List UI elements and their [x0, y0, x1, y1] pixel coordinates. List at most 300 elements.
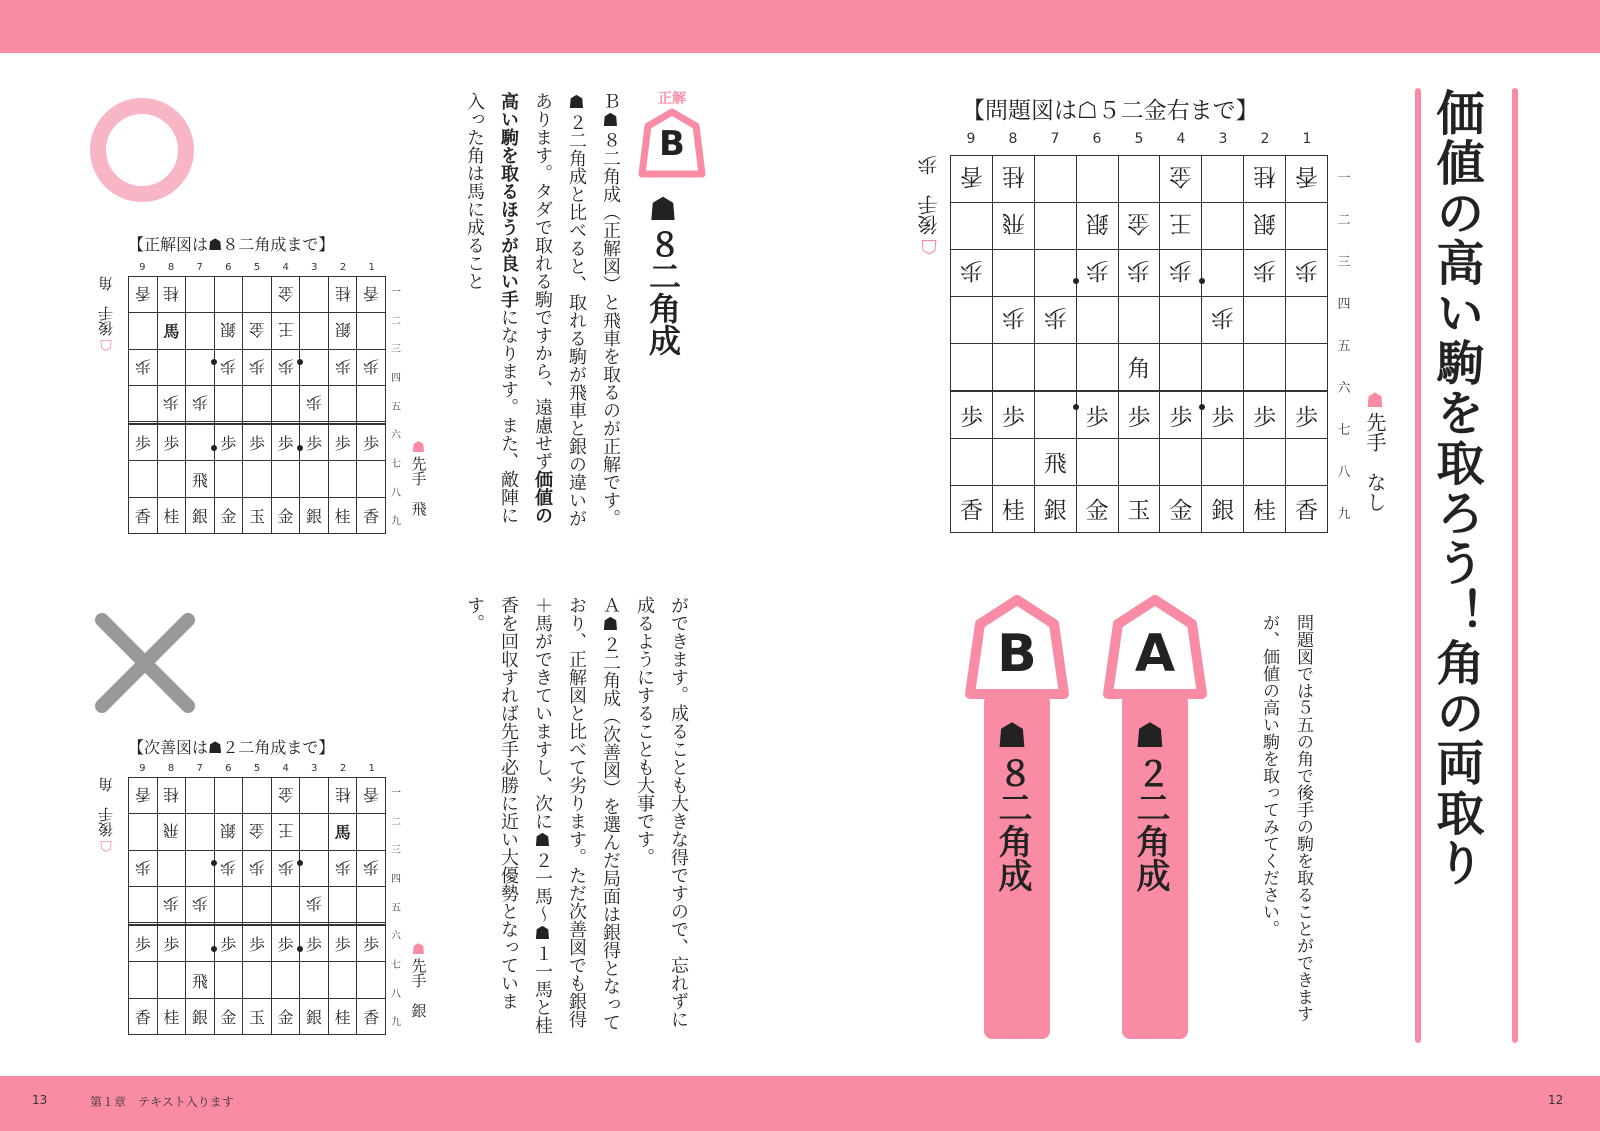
gote-piece: 歩 [334, 857, 351, 877]
gote-piece: 金 [248, 320, 265, 340]
col-number: 8 [1008, 131, 1018, 147]
board-square [328, 962, 357, 998]
board-square [992, 343, 1034, 390]
row-number: 二 [1337, 212, 1351, 228]
gote-piece: 歩 [334, 356, 351, 376]
board-square [157, 425, 186, 461]
second-col-numbers [128, 763, 386, 774]
answer-paragraph-1 [455, 92, 627, 534]
gote-piece: 王 [277, 821, 294, 841]
board-row [951, 439, 1328, 486]
sente-icon: ☗ [1363, 388, 1387, 412]
sente-piece: 香 [134, 1007, 151, 1027]
board-square [243, 814, 272, 850]
board-square [992, 156, 1034, 203]
sente-piece: 歩 [248, 935, 265, 955]
sente-piece: 香 [363, 506, 380, 526]
sente-piece: 歩 [306, 935, 323, 955]
board-square [300, 385, 329, 421]
board-square [1118, 439, 1160, 486]
board-square [328, 425, 357, 461]
board-square [951, 156, 993, 203]
sente-piece: 銀 [306, 506, 323, 526]
sente-piece: 馬 [163, 322, 180, 342]
gote-icon: ☖ [97, 837, 115, 855]
answer-letter: B [659, 124, 685, 164]
board-square [214, 850, 243, 886]
row-number: 三 [391, 845, 401, 857]
board-row [129, 998, 386, 1034]
col-number: 4 [282, 262, 289, 273]
board-square [357, 497, 386, 533]
board-square [357, 886, 386, 922]
sente-piece: 桂 [163, 1007, 180, 1027]
sente-piece: 銀 [1211, 498, 1235, 525]
board-square [129, 998, 158, 1034]
second-caption: 【次善図は☗２二角成まで】 [128, 738, 335, 757]
problem-row-numbers [1332, 155, 1356, 533]
board-square [186, 277, 215, 313]
sente-piece: 歩 [334, 434, 351, 454]
board-square [1202, 296, 1244, 343]
choice-b-move: ☗８二角成 [992, 716, 1032, 892]
gote-piece: 桂 [163, 284, 180, 304]
sente-piece: 桂 [163, 506, 180, 526]
board-square [157, 277, 186, 313]
board-square [129, 778, 158, 814]
star-point [1199, 404, 1205, 410]
sente-piece: 金 [220, 506, 237, 526]
sente-icon: ☗ [409, 438, 428, 456]
star-point [1073, 278, 1079, 284]
problem-board [950, 155, 1328, 533]
gote-icon: ☖ [917, 235, 941, 259]
board-square [243, 998, 272, 1034]
row-number: 一 [1337, 170, 1351, 186]
row-number: 九 [391, 1017, 401, 1029]
board-square [129, 814, 158, 850]
board-square [1076, 156, 1118, 203]
left-page-number: 13 [32, 1093, 48, 1107]
sente-piece: 歩 [1001, 404, 1025, 431]
board-square [1076, 296, 1118, 343]
board-square [129, 349, 158, 385]
board-square [357, 926, 386, 962]
col-number: 2 [339, 763, 347, 774]
sente-piece: 歩 [334, 935, 351, 955]
board-square [1118, 343, 1160, 390]
board-square [1286, 156, 1328, 203]
board-square [300, 778, 329, 814]
gote-piece: 銀 [1085, 210, 1109, 237]
sente-piece: 歩 [248, 434, 265, 454]
row-number: 六 [391, 931, 401, 943]
answer-paragraph-2 [455, 596, 695, 1036]
board-square [271, 778, 300, 814]
board-square [951, 439, 993, 486]
row-number: 八 [1337, 464, 1351, 480]
answer-move: ☗８二角成 [644, 190, 682, 356]
gote-hand-value: 角 [97, 276, 115, 291]
board-row [129, 425, 386, 461]
board-square [992, 392, 1034, 439]
board-square [357, 461, 386, 497]
board-square [992, 202, 1034, 249]
sente-piece: 香 [1295, 498, 1318, 525]
sente-piece: 飛 [191, 971, 208, 991]
sente-piece: 玉 [1127, 498, 1151, 525]
row-number: 八 [391, 487, 401, 499]
board-row [129, 497, 386, 533]
board-square [1034, 249, 1076, 296]
gote-piece: 歩 [277, 356, 294, 376]
sente-piece: 角 [1127, 356, 1151, 383]
board-square [1160, 392, 1202, 439]
board-square [1202, 343, 1244, 390]
board-row [951, 485, 1328, 532]
board-row [129, 850, 386, 886]
intro-text: 問題図では５五の角で後手の駒を取ることができますが、価値の高い駒を取ってみてください。 [1259, 614, 1313, 1022]
gote-piece: 歩 [163, 392, 180, 412]
board-square [357, 998, 386, 1034]
board-square [243, 277, 272, 313]
board-square [951, 343, 993, 390]
sente-piece: 桂 [334, 506, 351, 526]
board-square [1076, 249, 1118, 296]
gote-piece: 香 [959, 163, 983, 190]
board-square [129, 461, 158, 497]
sente-piece: 金 [1085, 498, 1109, 525]
sente-piece: 歩 [1295, 404, 1318, 431]
board-square [271, 349, 300, 385]
sente-hand-value: なし [1363, 472, 1387, 512]
board-square [1160, 249, 1202, 296]
board-row [129, 926, 386, 962]
board-square [1286, 249, 1328, 296]
board-row [129, 349, 386, 385]
board-square [357, 814, 386, 850]
gote-piece: 歩 [220, 857, 237, 877]
second-gote-hand [98, 777, 115, 855]
board-square [300, 425, 329, 461]
star-point [1199, 278, 1205, 284]
sente-piece: 飛 [1043, 451, 1067, 478]
star-point [297, 946, 303, 952]
board-square [1034, 439, 1076, 486]
board-square [129, 850, 158, 886]
board-square [357, 277, 386, 313]
sente-piece: 歩 [220, 935, 237, 955]
board-row [951, 202, 1328, 249]
board-square [1118, 296, 1160, 343]
gote-piece: 歩 [163, 893, 180, 913]
gote-piece: 歩 [1085, 257, 1109, 284]
gote-label: 後手 [97, 306, 115, 336]
gote-piece: 歩 [1211, 304, 1235, 331]
board-square [1160, 296, 1202, 343]
board-square [157, 385, 186, 421]
correct-row-numbers [388, 276, 404, 534]
board-square [992, 249, 1034, 296]
board-square [157, 313, 186, 349]
second-sente-hand [410, 940, 427, 1018]
top-band [0, 0, 1600, 53]
board-square [1202, 439, 1244, 486]
gote-piece: 歩 [134, 356, 151, 376]
board-square [214, 425, 243, 461]
gote-piece: 銀 [334, 320, 351, 340]
gote-piece: 歩 [191, 392, 208, 412]
star-point [211, 946, 217, 952]
board-row [951, 156, 1328, 203]
board-square [328, 349, 357, 385]
row-number: 二 [391, 816, 401, 828]
gote-piece: 金 [1169, 163, 1193, 190]
row-number: 六 [1337, 380, 1351, 396]
board-square [1286, 202, 1328, 249]
title-bar-right [1512, 88, 1518, 1043]
board-square [1076, 343, 1118, 390]
board-square [214, 962, 243, 998]
row-number: 一 [391, 286, 401, 298]
col-number: 9 [139, 262, 146, 273]
gote-piece: 香 [363, 284, 380, 304]
sente-piece: 歩 [306, 434, 323, 454]
board-square [357, 313, 386, 349]
board-square [186, 850, 215, 886]
gote-piece: 歩 [306, 893, 323, 913]
board-square [1034, 343, 1076, 390]
board-square [243, 313, 272, 349]
board-square [271, 385, 300, 421]
correct-gote-hand [98, 276, 115, 354]
board-square [951, 485, 993, 532]
board-square [992, 296, 1034, 343]
col-number: 7 [196, 262, 203, 273]
board-square [157, 814, 186, 850]
row-number: 七 [1337, 422, 1351, 438]
col-number: 7 [1050, 131, 1060, 147]
board-square [157, 497, 186, 533]
board-square [1202, 156, 1244, 203]
sente-piece: 歩 [134, 434, 151, 454]
star-point [297, 860, 303, 866]
sente-piece: 歩 [1085, 404, 1109, 431]
board-square [300, 349, 329, 385]
board-square [271, 962, 300, 998]
board-square [186, 313, 215, 349]
board-square [1118, 202, 1160, 249]
board-square [157, 778, 186, 814]
correct-board [128, 276, 386, 534]
board-square [214, 313, 243, 349]
sente-piece: 金 [220, 1007, 237, 1027]
sente-piece: 桂 [334, 1007, 351, 1027]
board-square [328, 497, 357, 533]
col-number: 9 [966, 131, 976, 147]
board-square [186, 425, 215, 461]
answer-label: 正解 [658, 91, 686, 107]
star-point [211, 445, 217, 451]
board-square [992, 439, 1034, 486]
gote-piece: 銀 [1253, 210, 1277, 237]
board-row [951, 343, 1328, 390]
row-number: 五 [391, 902, 401, 914]
sente-icon: ☗ [409, 940, 428, 958]
col-number: 2 [1260, 131, 1270, 147]
gote-piece: 金 [1127, 210, 1151, 237]
row-number: 四 [1337, 296, 1351, 312]
col-number: 2 [339, 262, 347, 273]
board-square [186, 998, 215, 1034]
board-square [1244, 296, 1286, 343]
sente-hand-value: 銀 [409, 1003, 428, 1018]
board-square [1076, 202, 1118, 249]
page-title: 価値の高い駒を取ろう！角の両取り [1428, 88, 1484, 888]
sente-piece: 歩 [1127, 404, 1151, 431]
gote-piece: 王 [1169, 210, 1193, 237]
board-square [271, 497, 300, 533]
col-number: 3 [311, 763, 318, 774]
correct-circle-icon [90, 98, 194, 202]
col-number: 5 [253, 262, 261, 273]
row-number: 三 [391, 344, 401, 356]
sente-piece: 歩 [163, 434, 180, 454]
board-square [214, 926, 243, 962]
sente-piece: 金 [1169, 498, 1193, 525]
gote-piece: 金 [277, 284, 294, 304]
board-square [271, 461, 300, 497]
problem-gote-hand [918, 155, 940, 259]
board-square [357, 425, 386, 461]
row-number: 六 [391, 430, 401, 442]
board-square [186, 814, 215, 850]
board-row [129, 313, 386, 349]
gote-piece: 香 [1295, 163, 1318, 190]
board-square [328, 886, 357, 922]
board-square [1286, 439, 1328, 486]
answer-badge [636, 108, 708, 184]
star-point [297, 359, 303, 365]
board-square [243, 349, 272, 385]
board-square [300, 461, 329, 497]
board-square [300, 497, 329, 533]
sente-piece: 玉 [248, 1007, 265, 1027]
board-square [129, 313, 158, 349]
board-square [1202, 249, 1244, 296]
gote-piece: 歩 [363, 857, 380, 877]
board-row [951, 392, 1328, 439]
board-square [271, 814, 300, 850]
row-number: 四 [391, 873, 401, 885]
board-square [243, 962, 272, 998]
board-square [186, 926, 215, 962]
board-square [129, 277, 158, 313]
board-square [357, 778, 386, 814]
board-square [157, 886, 186, 922]
board-square [214, 461, 243, 497]
gote-piece: 歩 [306, 392, 323, 412]
gote-piece: 歩 [248, 857, 265, 877]
bottom-band [0, 1076, 1600, 1131]
row-number: 七 [391, 959, 401, 971]
board-square [214, 778, 243, 814]
sente-piece: 香 [959, 498, 983, 525]
board-square [214, 277, 243, 313]
board-row [129, 814, 386, 850]
gote-piece: 歩 [1043, 304, 1067, 331]
sente-piece: 桂 [1001, 498, 1025, 525]
board-square [1244, 343, 1286, 390]
board-square [243, 850, 272, 886]
board-square [186, 886, 215, 922]
sente-piece: 銀 [1043, 498, 1067, 525]
board-square [1118, 485, 1160, 532]
sente-piece: 歩 [1211, 404, 1235, 431]
gote-piece: 歩 [1127, 257, 1151, 284]
board-square [271, 926, 300, 962]
board-square [1286, 343, 1328, 390]
star-point [297, 445, 303, 451]
gote-piece: 飛 [163, 821, 180, 841]
board-square [271, 425, 300, 461]
board-square [357, 385, 386, 421]
correct-col-numbers [128, 262, 386, 273]
board-square [1034, 296, 1076, 343]
board-square [157, 850, 186, 886]
sente-piece: 香 [363, 1007, 380, 1027]
board-square [271, 998, 300, 1034]
board-square [243, 886, 272, 922]
sente-piece: 歩 [163, 935, 180, 955]
board-square [243, 461, 272, 497]
correct-sente-hand [410, 438, 427, 516]
gote-piece: 歩 [1253, 257, 1277, 284]
answer-p1-c: になります。また、敵陣に入った角は馬に成ること [464, 92, 519, 524]
board-square [1160, 439, 1202, 486]
problem-caption: 【問題図は☖５二金右まで】 [962, 98, 1259, 124]
board-square [1244, 485, 1286, 532]
col-number: 3 [1218, 131, 1228, 147]
gote-piece: 桂 [1001, 163, 1025, 190]
sente-piece: 歩 [959, 404, 983, 431]
board-square [157, 926, 186, 962]
problem-sente-hand [1364, 388, 1386, 512]
board-square [1160, 343, 1202, 390]
choice-a-letter: A [1134, 624, 1176, 684]
board-square [300, 926, 329, 962]
board-square [1286, 392, 1328, 439]
sente-piece: 馬 [334, 823, 351, 843]
second-row-numbers [388, 777, 404, 1035]
board-square [300, 998, 329, 1034]
board-square [328, 998, 357, 1034]
board-row [129, 461, 386, 497]
board-row [951, 249, 1328, 296]
board-square [992, 485, 1034, 532]
board-square [357, 962, 386, 998]
board-square [214, 886, 243, 922]
board-square [214, 385, 243, 421]
second-board [128, 777, 386, 1035]
board-square [328, 850, 357, 886]
sente-piece: 銀 [191, 506, 208, 526]
sente-piece: 桂 [1253, 498, 1277, 525]
row-number: 九 [391, 516, 401, 528]
board-square [951, 249, 993, 296]
gote-label: 後手 [917, 195, 941, 235]
board-square [129, 886, 158, 922]
